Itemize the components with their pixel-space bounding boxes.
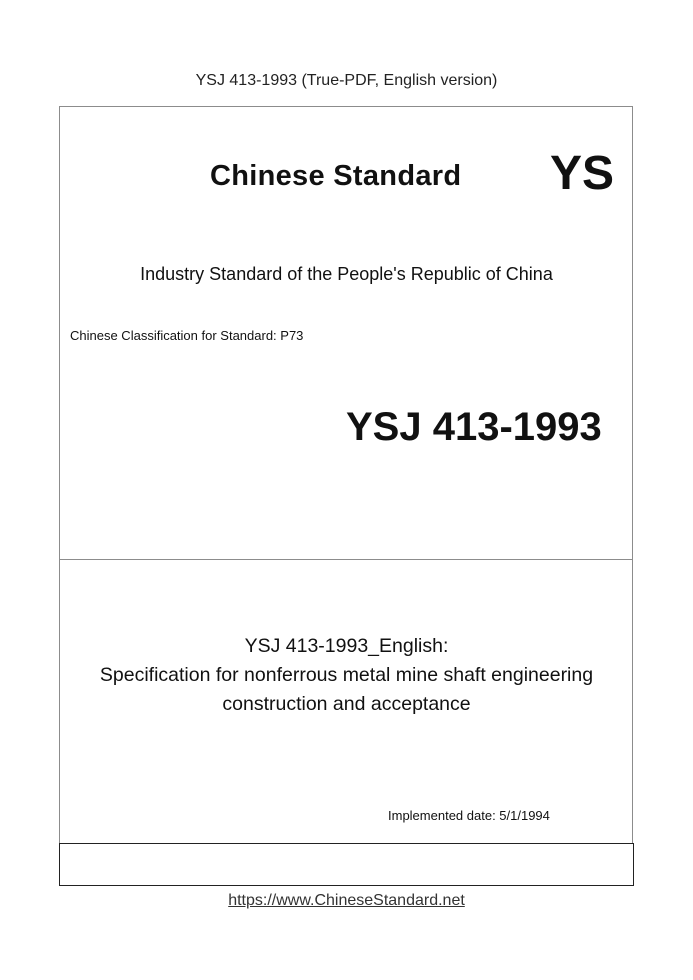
implemented-date: Implemented date: 5/1/1994 xyxy=(388,808,550,823)
chinese-standard-heading: Chinese Standard xyxy=(210,160,462,192)
document-title xyxy=(59,632,634,719)
title-line-3: construction and acceptance xyxy=(222,693,471,715)
classification-label: Chinese Classification for Standard: P73 xyxy=(70,328,304,343)
page-header: YSJ 413-1993 (True-PDF, English version) xyxy=(195,72,498,89)
standard-number: YSJ 413-1993 xyxy=(346,405,602,449)
title-line-2: Specification for nonferrous metal mine shaft engineering xyxy=(99,664,594,686)
cover-bottom-panel xyxy=(59,843,634,886)
website-link[interactable]: https://www.ChineseStandard.net xyxy=(228,892,465,909)
category-code: YS xyxy=(550,147,615,200)
industry-standard-subtitle: Industry Standard of the People's Republic of China xyxy=(140,264,553,284)
title-line-1: YSJ 413-1993_English: xyxy=(244,635,449,657)
